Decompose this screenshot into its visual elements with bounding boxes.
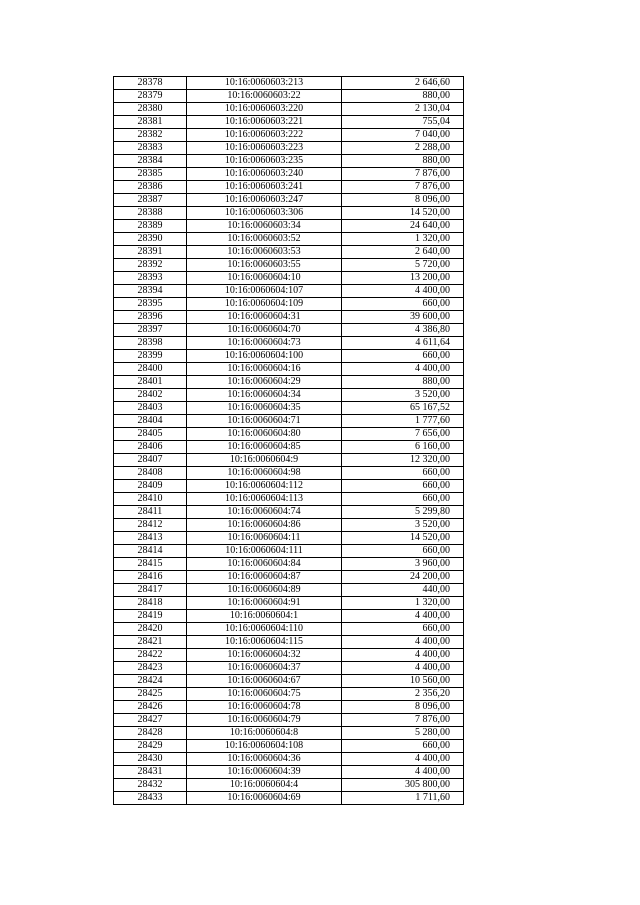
row-id-cell: 28405 <box>114 428 187 441</box>
row-id-cell: 28404 <box>114 415 187 428</box>
cadastral-number-cell: 10:16:0060604:70 <box>187 324 342 337</box>
row-id-cell: 28429 <box>114 740 187 753</box>
row-id-cell: 28395 <box>114 298 187 311</box>
table-row <box>114 350 464 363</box>
table-row <box>114 688 464 701</box>
amount-cell: 660,00 <box>342 350 464 363</box>
table-row <box>114 766 464 779</box>
table-row <box>114 740 464 753</box>
table-row <box>114 129 464 142</box>
amount-cell: 8 096,00 <box>342 194 464 207</box>
table-row <box>114 623 464 636</box>
amount-cell: 2 646,60 <box>342 77 464 90</box>
table-row <box>114 363 464 376</box>
row-id-cell: 28415 <box>114 558 187 571</box>
row-id-cell: 28424 <box>114 675 187 688</box>
row-id-cell: 28427 <box>114 714 187 727</box>
row-id-cell: 28417 <box>114 584 187 597</box>
row-id-cell: 28393 <box>114 272 187 285</box>
row-id-cell: 28379 <box>114 90 187 103</box>
row-id-cell: 28403 <box>114 402 187 415</box>
table-row <box>114 532 464 545</box>
cadastral-number-cell: 10:16:0060604:73 <box>187 337 342 350</box>
row-id-cell: 28386 <box>114 181 187 194</box>
cadastral-number-cell: 10:16:0060604:87 <box>187 571 342 584</box>
row-id-cell: 28422 <box>114 649 187 662</box>
row-id-cell: 28389 <box>114 220 187 233</box>
cadastral-number-cell: 10:16:0060604:10 <box>187 272 342 285</box>
cadastral-number-cell: 10:16:0060604:110 <box>187 623 342 636</box>
row-id-cell: 28419 <box>114 610 187 623</box>
table-row <box>114 662 464 675</box>
row-id-cell: 28406 <box>114 441 187 454</box>
amount-cell: 660,00 <box>342 298 464 311</box>
amount-cell: 1 320,00 <box>342 597 464 610</box>
amount-cell: 1 777,60 <box>342 415 464 428</box>
row-id-cell: 28430 <box>114 753 187 766</box>
table-row <box>114 233 464 246</box>
row-id-cell: 28431 <box>114 766 187 779</box>
amount-cell: 3 520,00 <box>342 519 464 532</box>
amount-cell: 4 386,80 <box>342 324 464 337</box>
table-row <box>114 259 464 272</box>
table-row <box>114 155 464 168</box>
cadastral-number-cell: 10:16:0060603:240 <box>187 168 342 181</box>
amount-cell: 2 288,00 <box>342 142 464 155</box>
cadastral-number-cell: 10:16:0060604:113 <box>187 493 342 506</box>
amount-cell: 2 356,20 <box>342 688 464 701</box>
table-row <box>114 194 464 207</box>
amount-cell: 880,00 <box>342 155 464 168</box>
row-id-cell: 28432 <box>114 779 187 792</box>
amount-cell: 660,00 <box>342 740 464 753</box>
table-row <box>114 506 464 519</box>
amount-cell: 4 400,00 <box>342 363 464 376</box>
row-id-cell: 28410 <box>114 493 187 506</box>
cadastral-number-cell: 10:16:0060603:222 <box>187 129 342 142</box>
amount-cell: 4 400,00 <box>342 662 464 675</box>
table-row <box>114 116 464 129</box>
row-id-cell: 28394 <box>114 285 187 298</box>
table-row <box>114 90 464 103</box>
table-row <box>114 168 464 181</box>
row-id-cell: 28409 <box>114 480 187 493</box>
table-row <box>114 324 464 337</box>
table-row <box>114 415 464 428</box>
amount-cell: 660,00 <box>342 493 464 506</box>
cadastral-number-cell: 10:16:0060604:84 <box>187 558 342 571</box>
cadastral-number-cell: 10:16:0060604:108 <box>187 740 342 753</box>
table-row <box>114 701 464 714</box>
cadastral-number-cell: 10:16:0060604:89 <box>187 584 342 597</box>
row-id-cell: 28423 <box>114 662 187 675</box>
cadastral-number-cell: 10:16:0060604:36 <box>187 753 342 766</box>
amount-cell: 2 130,04 <box>342 103 464 116</box>
table-row <box>114 298 464 311</box>
table-row <box>114 493 464 506</box>
table-row <box>114 402 464 415</box>
amount-cell: 4 400,00 <box>342 636 464 649</box>
amount-cell: 24 200,00 <box>342 571 464 584</box>
cadastral-number-cell: 10:16:0060604:91 <box>187 597 342 610</box>
row-id-cell: 28381 <box>114 116 187 129</box>
amount-cell: 4 400,00 <box>342 753 464 766</box>
table-row <box>114 285 464 298</box>
table-row <box>114 597 464 610</box>
row-id-cell: 28426 <box>114 701 187 714</box>
row-id-cell: 28388 <box>114 207 187 220</box>
cadastral-number-cell: 10:16:0060604:32 <box>187 649 342 662</box>
table-row <box>114 454 464 467</box>
cadastral-number-cell: 10:16:0060604:11 <box>187 532 342 545</box>
row-id-cell: 28392 <box>114 259 187 272</box>
cadastral-number-cell: 10:16:0060603:55 <box>187 259 342 272</box>
table-row <box>114 675 464 688</box>
table-row <box>114 649 464 662</box>
cadastral-number-cell: 10:16:0060604:80 <box>187 428 342 441</box>
amount-cell: 4 400,00 <box>342 649 464 662</box>
table-row <box>114 792 464 805</box>
table-row <box>114 428 464 441</box>
table-row <box>114 181 464 194</box>
amount-cell: 7 876,00 <box>342 168 464 181</box>
table-row <box>114 246 464 259</box>
cadastral-number-cell: 10:16:0060604:75 <box>187 688 342 701</box>
amount-cell: 755,04 <box>342 116 464 129</box>
table-row <box>114 389 464 402</box>
cadastral-number-cell: 10:16:0060604:71 <box>187 415 342 428</box>
amount-cell: 7 040,00 <box>342 129 464 142</box>
cadastral-number-cell: 10:16:0060604:79 <box>187 714 342 727</box>
cadastral-number-cell: 10:16:0060604:98 <box>187 467 342 480</box>
cadastral-number-cell: 10:16:0060603:52 <box>187 233 342 246</box>
row-id-cell: 28408 <box>114 467 187 480</box>
row-id-cell: 28398 <box>114 337 187 350</box>
table-body <box>114 77 464 805</box>
row-id-cell: 28413 <box>114 532 187 545</box>
row-id-cell: 28402 <box>114 389 187 402</box>
amount-cell: 24 640,00 <box>342 220 464 233</box>
amount-cell: 39 600,00 <box>342 311 464 324</box>
amount-cell: 4 611,64 <box>342 337 464 350</box>
amount-cell: 3 960,00 <box>342 558 464 571</box>
row-id-cell: 28391 <box>114 246 187 259</box>
cadastral-number-cell: 10:16:0060603:306 <box>187 207 342 220</box>
amount-cell: 6 160,00 <box>342 441 464 454</box>
row-id-cell: 28416 <box>114 571 187 584</box>
cadastral-number-cell: 10:16:0060604:74 <box>187 506 342 519</box>
table-row <box>114 610 464 623</box>
amount-cell: 1 320,00 <box>342 233 464 246</box>
cadastral-number-cell: 10:16:0060604:37 <box>187 662 342 675</box>
table-row <box>114 558 464 571</box>
table-row <box>114 714 464 727</box>
amount-cell: 660,00 <box>342 623 464 636</box>
cadastral-number-cell: 10:16:0060603:221 <box>187 116 342 129</box>
data-table <box>113 76 464 805</box>
row-id-cell: 28384 <box>114 155 187 168</box>
row-id-cell: 28385 <box>114 168 187 181</box>
table-row <box>114 545 464 558</box>
amount-cell: 305 800,00 <box>342 779 464 792</box>
table-row <box>114 220 464 233</box>
amount-cell: 7 876,00 <box>342 714 464 727</box>
table-row <box>114 376 464 389</box>
cadastral-number-cell: 10:16:0060604:78 <box>187 701 342 714</box>
row-id-cell: 28414 <box>114 545 187 558</box>
cadastral-number-cell: 10:16:0060603:34 <box>187 220 342 233</box>
cadastral-number-cell: 10:16:0060604:8 <box>187 727 342 740</box>
amount-cell: 14 520,00 <box>342 207 464 220</box>
table-row <box>114 480 464 493</box>
table-row <box>114 311 464 324</box>
row-id-cell: 28433 <box>114 792 187 805</box>
amount-cell: 8 096,00 <box>342 701 464 714</box>
table-row <box>114 441 464 454</box>
table-row <box>114 142 464 155</box>
table-row <box>114 103 464 116</box>
amount-cell: 4 400,00 <box>342 285 464 298</box>
cadastral-number-cell: 10:16:0060603:247 <box>187 194 342 207</box>
cadastral-number-cell: 10:16:0060604:39 <box>187 766 342 779</box>
amount-cell: 3 520,00 <box>342 389 464 402</box>
amount-cell: 660,00 <box>342 545 464 558</box>
cadastral-number-cell: 10:16:0060604:107 <box>187 285 342 298</box>
table-row <box>114 337 464 350</box>
amount-cell: 10 560,00 <box>342 675 464 688</box>
row-id-cell: 28425 <box>114 688 187 701</box>
amount-cell: 12 320,00 <box>342 454 464 467</box>
amount-cell: 2 640,00 <box>342 246 464 259</box>
row-id-cell: 28420 <box>114 623 187 636</box>
table-row <box>114 272 464 285</box>
amount-cell: 7 656,00 <box>342 428 464 441</box>
cadastral-number-cell: 10:16:0060604:85 <box>187 441 342 454</box>
amount-cell: 660,00 <box>342 467 464 480</box>
row-id-cell: 28411 <box>114 506 187 519</box>
row-id-cell: 28382 <box>114 129 187 142</box>
amount-cell: 4 400,00 <box>342 610 464 623</box>
amount-cell: 65 167,52 <box>342 402 464 415</box>
table-row <box>114 77 464 90</box>
cadastral-number-cell: 10:16:0060604:86 <box>187 519 342 532</box>
cadastral-number-cell: 10:16:0060604:112 <box>187 480 342 493</box>
cadastral-number-cell: 10:16:0060604:29 <box>187 376 342 389</box>
cadastral-number-cell: 10:16:0060603:241 <box>187 181 342 194</box>
row-id-cell: 28399 <box>114 350 187 363</box>
cadastral-number-cell: 10:16:0060604:109 <box>187 298 342 311</box>
amount-cell: 440,00 <box>342 584 464 597</box>
amount-cell: 660,00 <box>342 480 464 493</box>
cadastral-number-cell: 10:16:0060603:223 <box>187 142 342 155</box>
row-id-cell: 28397 <box>114 324 187 337</box>
cadastral-number-cell: 10:16:0060604:111 <box>187 545 342 558</box>
cadastral-number-cell: 10:16:0060604:100 <box>187 350 342 363</box>
row-id-cell: 28383 <box>114 142 187 155</box>
cadastral-number-cell: 10:16:0060603:53 <box>187 246 342 259</box>
row-id-cell: 28387 <box>114 194 187 207</box>
cadastral-number-cell: 10:16:0060604:67 <box>187 675 342 688</box>
amount-cell: 4 400,00 <box>342 766 464 779</box>
cadastral-number-cell: 10:16:0060604:35 <box>187 402 342 415</box>
amount-cell: 5 299,80 <box>342 506 464 519</box>
row-id-cell: 28380 <box>114 103 187 116</box>
cadastral-number-cell: 10:16:0060604:16 <box>187 363 342 376</box>
cadastral-number-cell: 10:16:0060604:9 <box>187 454 342 467</box>
row-id-cell: 28400 <box>114 363 187 376</box>
table-row <box>114 467 464 480</box>
amount-cell: 1 711,60 <box>342 792 464 805</box>
cadastral-number-cell: 10:16:0060604:34 <box>187 389 342 402</box>
row-id-cell: 28396 <box>114 311 187 324</box>
amount-cell: 880,00 <box>342 376 464 389</box>
amount-cell: 5 280,00 <box>342 727 464 740</box>
row-id-cell: 28401 <box>114 376 187 389</box>
amount-cell: 14 520,00 <box>342 532 464 545</box>
row-id-cell: 28407 <box>114 454 187 467</box>
amount-cell: 7 876,00 <box>342 181 464 194</box>
cadastral-number-cell: 10:16:0060604:69 <box>187 792 342 805</box>
cadastral-number-cell: 10:16:0060603:220 <box>187 103 342 116</box>
cadastral-number-cell: 10:16:0060603:22 <box>187 90 342 103</box>
row-id-cell: 28378 <box>114 77 187 90</box>
table-row <box>114 727 464 740</box>
table-row <box>114 636 464 649</box>
row-id-cell: 28418 <box>114 597 187 610</box>
cadastral-number-cell: 10:16:0060603:213 <box>187 77 342 90</box>
table-row <box>114 584 464 597</box>
table-row <box>114 519 464 532</box>
cadastral-number-cell: 10:16:0060604:115 <box>187 636 342 649</box>
cadastral-number-cell: 10:16:0060604:31 <box>187 311 342 324</box>
row-id-cell: 28421 <box>114 636 187 649</box>
table-row <box>114 207 464 220</box>
cadastral-number-cell: 10:16:0060604:4 <box>187 779 342 792</box>
amount-cell: 5 720,00 <box>342 259 464 272</box>
amount-cell: 13 200,00 <box>342 272 464 285</box>
cadastral-number-cell: 10:16:0060604:1 <box>187 610 342 623</box>
cadastral-number-cell: 10:16:0060603:235 <box>187 155 342 168</box>
row-id-cell: 28390 <box>114 233 187 246</box>
table-row <box>114 571 464 584</box>
table-row <box>114 779 464 792</box>
row-id-cell: 28412 <box>114 519 187 532</box>
row-id-cell: 28428 <box>114 727 187 740</box>
table-row <box>114 753 464 766</box>
amount-cell: 880,00 <box>342 90 464 103</box>
